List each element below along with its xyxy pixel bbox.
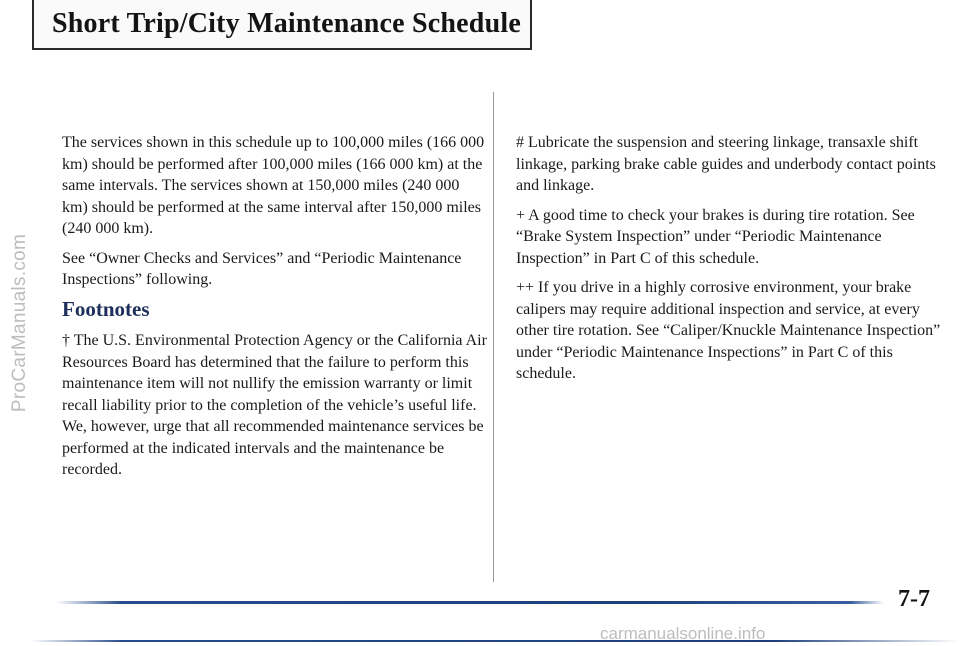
side-watermark <box>0 0 34 646</box>
side-watermark-text: ProCarManuals.com <box>9 233 30 413</box>
page-number: 7-7 <box>898 586 930 612</box>
footer-rule <box>56 601 884 604</box>
bottom-watermark: carmanualsonline.info <box>600 624 766 643</box>
footer-rule-bottom <box>30 640 960 642</box>
page-title: Short Trip/City Maintenance Schedule <box>52 8 521 39</box>
footnotes-heading: Footnotes <box>62 296 150 321</box>
see-also-paragraph: See “Owner Checks and Services” and “Periodic Maintenance Inspections” following. <box>62 249 462 288</box>
plus-footnote: + A good time to check your brakes is during tire rotation. See “Brake System Inspection” under “Periodic Maintenance Inspection” in Part C of this schedule. <box>516 206 915 267</box>
column-divider <box>493 92 494 582</box>
right-column <box>516 132 941 393</box>
intro-paragraph: The services shown in this schedule up to 100,000 miles (166 000 km) should be performed after 100,000 miles (166 000 km) at the same intervals. The services shown at 150,000 miles (240 000 km) should be performed at the same interval after 150,000 miles (240 000 km). <box>62 134 485 237</box>
title-box <box>32 0 532 50</box>
hash-footnote: # Lubricate the suspension and steering linkage, transaxle shift linkage, parking brake cable guides and underbody contact points and linkage. <box>516 134 936 194</box>
left-column <box>62 132 488 489</box>
double-plus-footnote: ++ If you drive in a highly corrosive environment, your brake calipers may require additional inspection and service, at every other tire rotation. See “Caliper/Knuckle Maintenance Inspection” under “Periodic Maintenance Inspections” in Part C of this schedule. <box>516 279 941 382</box>
dagger-footnote: † The U.S. Environmental Protection Agency or the California Air Resources Board has determined that the failure to perform this maintenance item will not nullify the emission warranty or limit recall liability prior to the completion of the vehicle’s useful life. We, however, urge that all recommended maintenance services be performed at the indicated intervals and the maintenance be recorded. <box>62 332 487 478</box>
